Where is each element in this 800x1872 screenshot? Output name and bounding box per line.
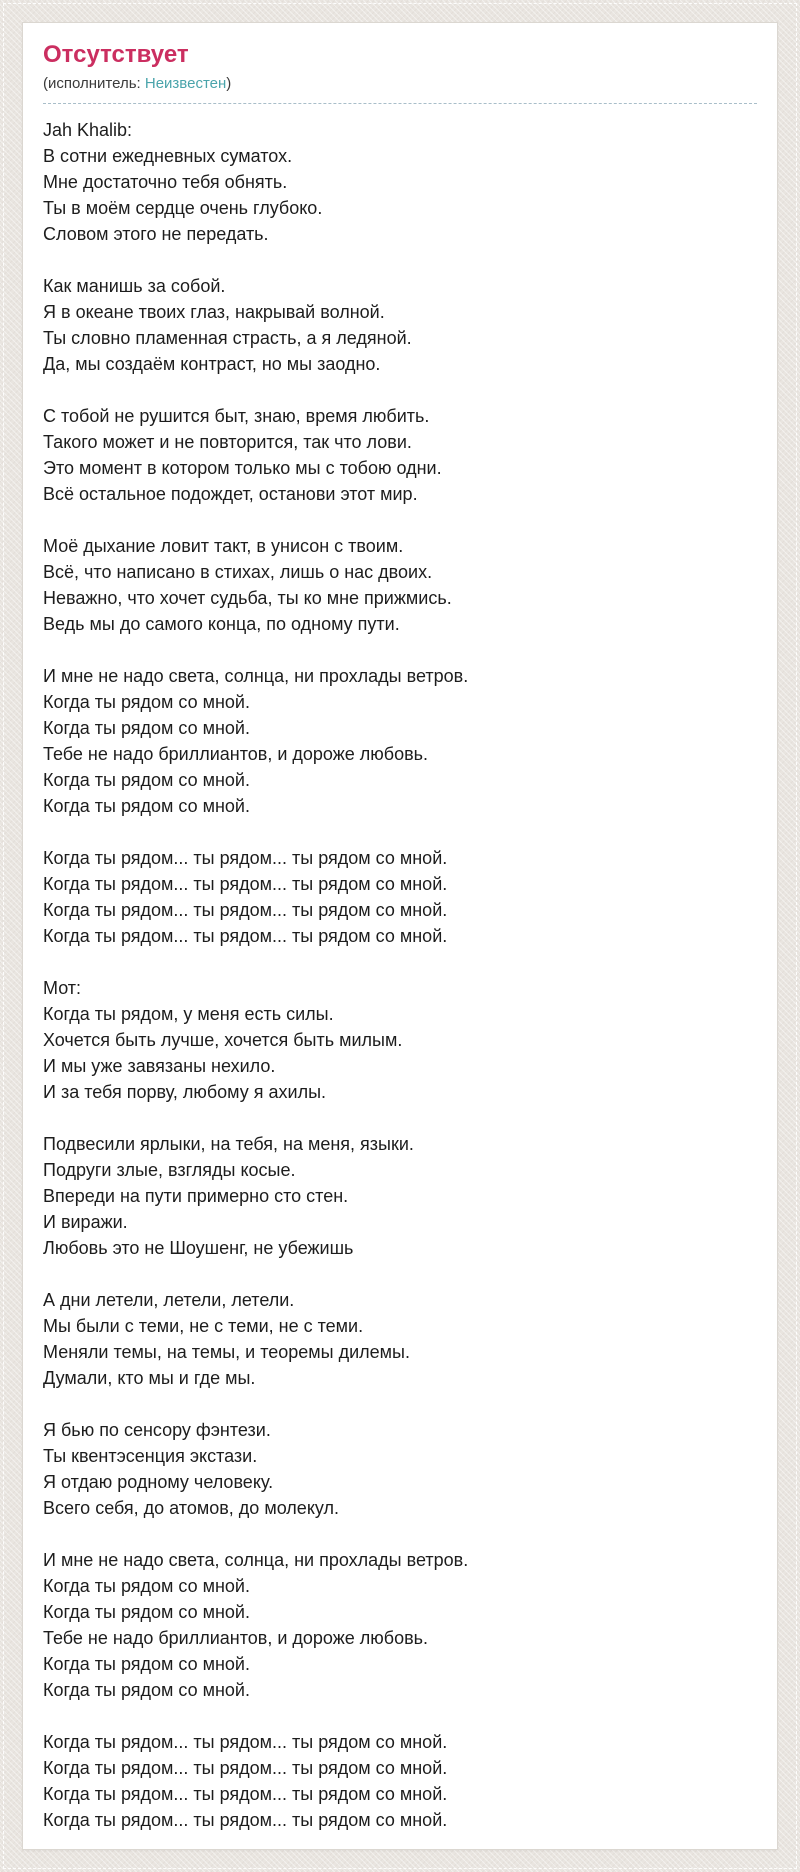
lyrics-line: Тебе не надо бриллиантов, и дороже любовь.	[43, 1628, 429, 1648]
lyrics-paragraph	[43, 975, 757, 1105]
lyrics-line: Когда ты рядом... ты рядом... ты рядом со мной.	[43, 1784, 448, 1804]
lyrics-line: И мне не надо света, солнца, ни прохлады ветров.	[43, 666, 469, 686]
lyrics-line: Моё дыхание ловит такт, в унисон с твоим.	[43, 536, 404, 556]
lyrics-line: Когда ты рядом со мной.	[43, 796, 250, 816]
lyrics-paragraph	[43, 1547, 757, 1703]
lyrics-line: Да, мы создаём контраст, но мы заодно.	[43, 354, 381, 374]
lyrics-line: Ты квентэсенция экстази.	[43, 1446, 258, 1466]
lyrics-line: Неважно, что хочет судьба, ты ко мне прижмись.	[43, 588, 452, 608]
song-title: Отсутствует	[43, 41, 189, 68]
lyrics-line: И мы уже завязаны нехило.	[43, 1056, 276, 1076]
lyrics-line: Когда ты рядом со мной.	[43, 770, 250, 790]
lyrics-paragraph	[43, 117, 757, 247]
lyrics-line: И за тебя порву, любому я ахилы.	[43, 1082, 327, 1102]
lyrics-paragraph	[43, 403, 757, 507]
artist-line	[43, 74, 757, 104]
lyrics-line: Подвесили ярлыки, на тебя, на меня, языки.	[43, 1134, 414, 1154]
lyrics-line: Когда ты рядом... ты рядом... ты рядом со мной.	[43, 1732, 448, 1752]
lyrics-paragraph	[43, 1729, 757, 1833]
lyrics-line: Ты в моём сердце очень глубоко.	[43, 198, 323, 218]
lyrics-line: Когда ты рядом со мной.	[43, 692, 250, 712]
lyrics-line: А дни летели, летели, летели.	[43, 1290, 295, 1310]
lyrics-line: Впереди на пути примерно сто стен.	[43, 1186, 349, 1206]
artist-label: (исполнитель:	[43, 75, 145, 92]
lyrics-line: В сотни ежедневных суматох.	[43, 146, 293, 166]
lyrics-line: Когда ты рядом, у меня есть силы.	[43, 1004, 334, 1024]
lyrics-line: Мы были с теми, не с теми, не с теми.	[43, 1316, 364, 1336]
lyrics-line: Любовь это не Шоушенг, не убежишь	[43, 1238, 354, 1258]
lyrics-line: Всё остальное подождет, останови этот мир.	[43, 484, 418, 504]
lyrics-line: С тобой не рушится быт, знаю, время любить.	[43, 406, 430, 426]
lyrics-line: Тебе не надо бриллиантов, и дороже любовь.	[43, 744, 429, 764]
lyrics-paragraph	[43, 533, 757, 637]
lyrics-paragraph	[43, 1417, 757, 1521]
lyrics-line: И мне не надо света, солнца, ни прохлады ветров.	[43, 1550, 469, 1570]
lyrics-line: Мот:	[43, 978, 82, 998]
lyrics-line: Ты словно пламенная страсть, а я ледяной.	[43, 328, 412, 348]
header	[43, 41, 757, 104]
lyrics-line: Когда ты рядом... ты рядом... ты рядом со мной.	[43, 874, 448, 894]
lyrics-line: Мне достаточно тебя обнять.	[43, 172, 288, 192]
lyrics-line: Я в океане твоих глаз, накрывай волной.	[43, 302, 385, 322]
lyrics-paragraph	[43, 1131, 757, 1261]
lyrics-line: Всё, что написано в стихах, лишь о нас двоих.	[43, 562, 433, 582]
artist-link[interactable]: Неизвестен	[144, 75, 227, 92]
lyrics-line: Когда ты рядом со мной.	[43, 1654, 250, 1674]
lyrics-card	[22, 22, 778, 1850]
lyrics-line: Когда ты рядом... ты рядом... ты рядом со мной.	[43, 1758, 448, 1778]
lyrics-line: Как манишь за собой.	[43, 276, 226, 296]
artist-label-close: )	[226, 75, 232, 92]
lyrics-line: Хочется быть лучше, хочется быть милым.	[43, 1030, 403, 1050]
lyrics-paragraph	[43, 845, 757, 949]
lyrics-line: И виражи.	[43, 1212, 128, 1232]
lyrics-line: Когда ты рядом со мной.	[43, 1680, 250, 1700]
lyrics-line: Такого может и не повторится, так что лови.	[43, 432, 412, 452]
lyrics-line: Это момент в котором только мы с тобою одни.	[43, 458, 442, 478]
lyrics-paragraph	[43, 1287, 757, 1391]
lyrics-line: Всего себя, до атомов, до молекул.	[43, 1498, 340, 1518]
lyrics-line: Думали, кто мы и где мы.	[43, 1368, 256, 1388]
lyrics-line: Когда ты рядом со мной.	[43, 1576, 250, 1596]
lyrics-line: Jah Khalib:	[43, 120, 133, 140]
lyrics-line: Когда ты рядом... ты рядом... ты рядом со мной.	[43, 900, 448, 920]
lyrics-line: Когда ты рядом со мной.	[43, 1602, 250, 1622]
lyrics-line: Когда ты рядом... ты рядом... ты рядом со мной.	[43, 1810, 448, 1830]
lyrics-line: Когда ты рядом со мной.	[43, 718, 250, 738]
lyrics	[43, 117, 757, 1833]
lyrics-line: Ведь мы до самого конца, по одному пути.	[43, 614, 400, 634]
lyrics-paragraph	[43, 663, 757, 819]
lyrics-line: Я бью по сенсору фэнтези.	[43, 1420, 271, 1440]
lyrics-paragraph	[43, 273, 757, 377]
lyrics-line: Я отдаю родному человеку.	[43, 1472, 274, 1492]
lyrics-line: Меняли темы, на темы, и теоремы дилемы.	[43, 1342, 410, 1362]
lyrics-line: Подруги злые, взгляды косые.	[43, 1160, 296, 1180]
lyrics-line: Когда ты рядом... ты рядом... ты рядом со мной.	[43, 848, 448, 868]
lyrics-line: Когда ты рядом... ты рядом... ты рядом со мной.	[43, 926, 448, 946]
lyrics-line: Словом этого не передать.	[43, 224, 269, 244]
